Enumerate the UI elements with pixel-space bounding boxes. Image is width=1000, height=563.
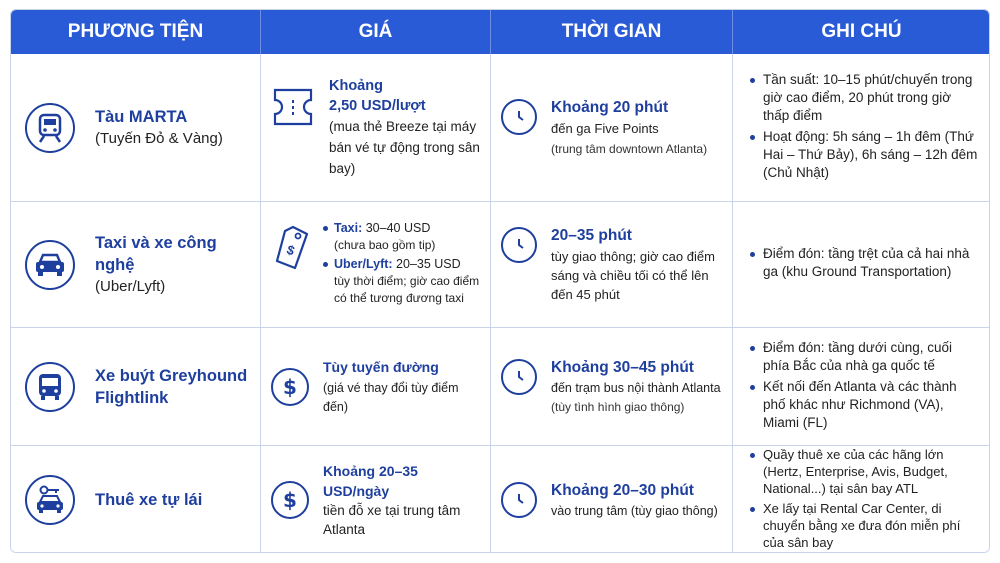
vehicle-title: Taxi và xe công nghệ: [95, 233, 217, 274]
time-sub2: (trung tâm downtown Atlanta): [551, 142, 708, 156]
ticket-icon: [271, 86, 315, 128]
price-main: Tùy tuyến đường: [323, 358, 439, 375]
row-taxi-time: [491, 202, 733, 328]
price-main: Khoảng 20–35 USD/ngày: [323, 463, 418, 499]
svg-text:$: $: [284, 241, 297, 259]
dollar-icon: $: [271, 481, 309, 519]
note-item: Tần suất: 10–15 phút/chuyến trong giờ cao điểm, 20 phút trong giờ thấp điểm: [747, 71, 981, 125]
dollar-icon: $: [271, 368, 309, 406]
time-sub: tùy giao thông; giờ cao điểm sáng và chiều tối có thể lên đến 45 phút: [551, 249, 715, 302]
row-rental-vehicle: [11, 446, 261, 553]
vehicle-subtitle: (Tuyến Đỏ & Vàng): [95, 129, 223, 147]
note-item: Kết nối đến Atlanta và các thành phố khác như Richmond (VA), Miami (FL): [747, 378, 981, 432]
row-marta-price: [261, 54, 491, 202]
row-marta-time: [491, 54, 733, 202]
vehicle-title: Thuê xe tự lái: [95, 491, 203, 509]
vehicle-title: Xe buýt Greyhound Flightlink: [95, 366, 248, 407]
row-taxi-notes: [733, 202, 990, 328]
row-marta-notes: [733, 54, 990, 202]
price-tag-icon: [271, 224, 311, 272]
car-icon: [25, 240, 75, 290]
header-notes: GHI CHÚ: [733, 10, 990, 54]
time-main: Khoảng 30–45 phút: [551, 359, 694, 376]
transport-table: [10, 9, 990, 553]
price-sub: (mua thẻ Breeze tại máy bán vé tự động trong sân bay): [329, 119, 480, 176]
clock-icon: [501, 359, 537, 395]
time-sub: vào trung tâm (tùy giao thông): [551, 503, 718, 518]
time-main: 20–35 phút: [551, 227, 632, 244]
vehicle-subtitle: (Uber/Lyft): [95, 277, 166, 295]
price-sub: (giá vé thay đổi tùy điểm đến): [323, 380, 459, 414]
time-main: Khoảng 20 phút: [551, 99, 669, 116]
clock-icon: [501, 99, 537, 135]
row-rental-price: [261, 446, 491, 553]
row-bus-vehicle: [11, 328, 261, 446]
header-vehicle: PHƯƠNG TIỆN: [11, 10, 261, 54]
note-item: Quầy thuê xe của các hãng lớn (Hertz, Enterprise, Avis, Budget, National...) tại sân bay ATL: [747, 446, 981, 497]
row-taxi-price: [261, 202, 491, 328]
price-bullet: Uber/Lyft: 20–35 USD tùy thời điểm; giờ cao điểm có thể tương đương taxi: [321, 256, 480, 307]
row-taxi-vehicle: [11, 202, 261, 328]
bus-icon: [25, 362, 75, 412]
clock-icon: [501, 482, 537, 518]
note-item: Xe lấy tại Rental Car Center, di chuyển bằng xe đưa đón miễn phí của sân bay: [747, 500, 981, 551]
time-sub2: (tùy tình hình giao thông): [551, 400, 685, 414]
note-item: Điểm đón: tầng trệt của cả hai nhà ga (khu Ground Transportation): [747, 245, 981, 281]
row-bus-time: [491, 328, 733, 446]
note-item: Điểm đón: tầng dưới cùng, cuối phía Bắc của nhà ga quốc tế: [747, 339, 981, 375]
price-main: Khoảng: [329, 78, 383, 94]
time-sub: đến trạm bus nội thành Atlanta: [551, 381, 721, 395]
time-sub: đến ga Five Points: [551, 121, 659, 136]
train-icon: [25, 103, 75, 153]
vehicle-title: Tàu MARTA: [95, 107, 188, 126]
row-bus-notes: [733, 328, 990, 446]
car-key-icon: [25, 475, 75, 525]
header-time: THỜI GIAN: [491, 10, 733, 54]
header-price: GIÁ: [261, 10, 491, 54]
time-main: Khoảng 20–30 phút: [551, 481, 694, 499]
clock-icon: [501, 227, 537, 263]
row-bus-price: [261, 328, 491, 446]
row-marta-vehicle: [11, 54, 261, 202]
price-bullet: Taxi: 30–40 USD (chưa bao gồm tip): [321, 220, 480, 254]
price-main-value: 2,50 USD/lượt: [329, 98, 426, 114]
row-rental-time: [491, 446, 733, 553]
note-item: Hoạt động: 5h sáng – 1h đêm (Thứ Hai – Thứ Bảy), 6h sáng – 12h đêm (Chủ Nhật): [747, 128, 981, 182]
price-sub: tiền đỗ xe tại trung tâm Atlanta: [323, 503, 461, 537]
row-rental-notes: [733, 446, 990, 553]
